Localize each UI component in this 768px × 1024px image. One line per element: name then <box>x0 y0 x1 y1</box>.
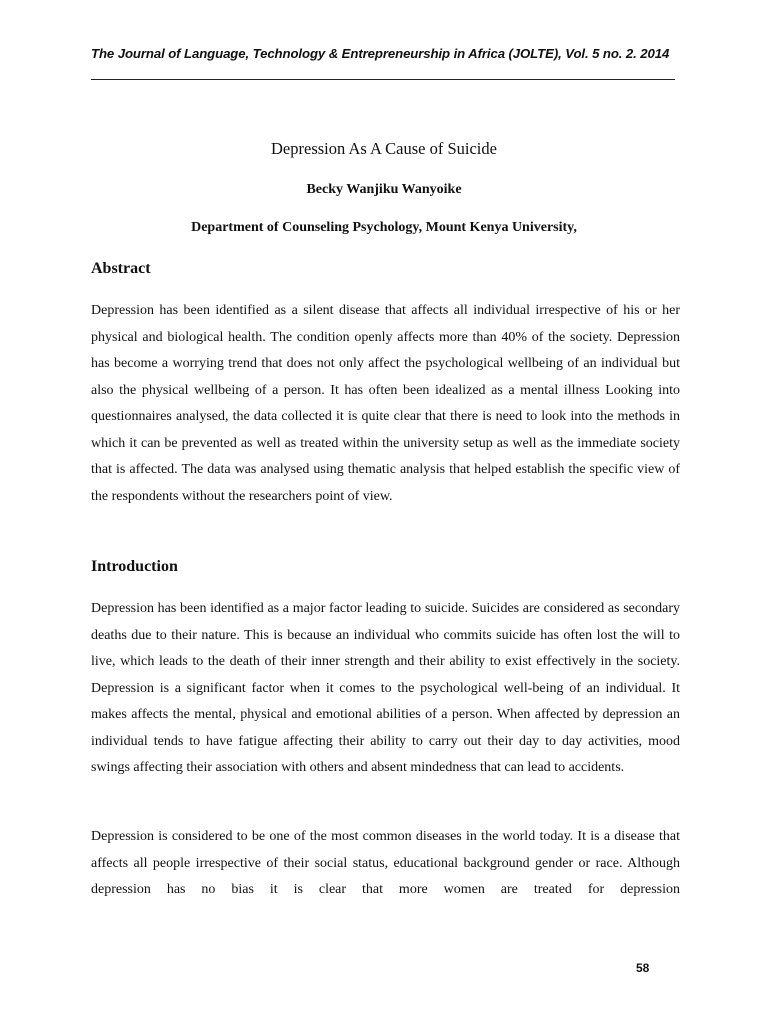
author-affiliation: Department of Counseling Psychology, Mount Kenya University, <box>191 220 577 235</box>
paper-title: Depression As A Cause of Suicide <box>271 139 497 158</box>
introduction-paragraph-1: Depression has been identified as a major factor leading to suicide. Suicides are considered as secondary deaths due to their nature. This is because an individual who commits suicide has often lost the will to live, which leads to the death of their inner strength and their ability to exist effectively in the society. Depression is a significant factor when it comes to the psychological well-being of an individual. It makes affects the mental, physical and emotional abilities of a person. When affected by depression an individual tends to have fatigue affecting their ability to carry out their day to day activities, mood swings affecting their association with others and absent mindedness that can lead to accidents. <box>91 601 680 775</box>
journal-header: The Journal of Language, Technology & Entrepreneurship in Africa (JOLTE), Vol. 5 no. 2. 2014 <box>91 46 670 61</box>
page-number: 58 <box>636 961 650 975</box>
header-rule <box>91 79 675 80</box>
abstract-paragraph: Depression has been identified as a silent disease that affects all individual irrespective of his or her physical and biological health. The condition openly affects more than 40% of the society. Depression has become a worrying trend that does not only affect the psychological wellbeing of an individual but also the physical wellbeing of a person. It has often been idealized as a mental illness Looking into questionnaires analysed, the data collected it is quite clear that there is need to look into the methods in which it can be prevented as well as treated within the university setup as well as the immediate society that is affected. The data was analysed using thematic analysis that helped establish the specific view of the respondents without the researchers point of view. <box>91 303 680 504</box>
abstract-heading: Abstract <box>91 260 151 277</box>
introduction-heading: Introduction <box>91 558 178 575</box>
author-name: Becky Wanjiku Wanyoike <box>306 182 462 197</box>
introduction-paragraph-2: Depression is considered to be one of the most common diseases in the world today. It is a disease that affects all people irrespective of their social status, educational background gender or race. Although depression has no bias it is clear that more women are treated for depression <box>91 829 680 897</box>
